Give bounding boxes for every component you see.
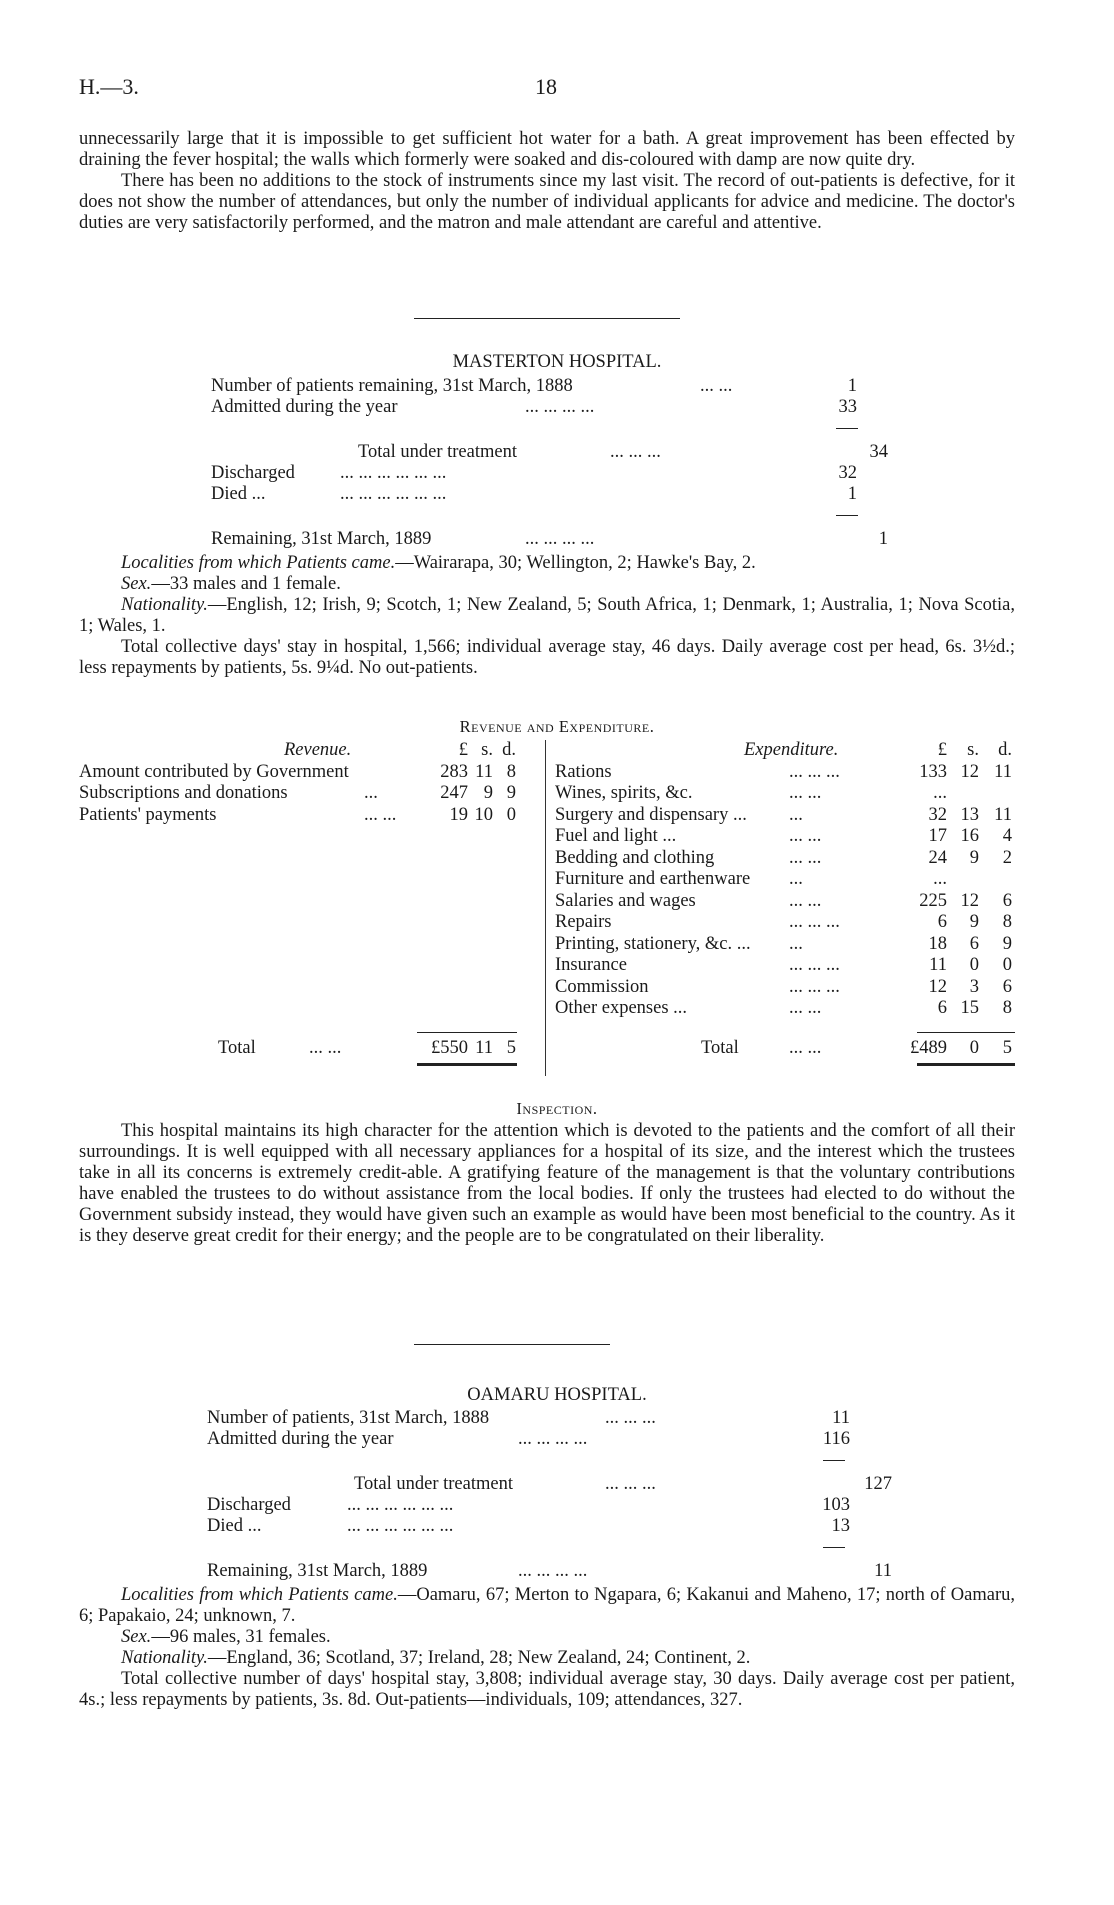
- finance-row: [79, 783, 1015, 805]
- expenditure-label: Fuel and light ...: [555, 826, 677, 846]
- stat-label: Number of patients, 31st March, 1888: [207, 1408, 490, 1428]
- localities-label: Localities from which Patients came.: [121, 553, 396, 573]
- expenditure-heading: Expenditure.: [744, 740, 839, 760]
- finance-row: [79, 826, 1015, 848]
- revenue-pounds: 19: [449, 804, 468, 825]
- revenue-total-pounds: £550: [431, 1038, 468, 1058]
- inspection-paragraph: This hospital maintains its high character for the attention which is devoted to the patients and the comfort of all their surroundings. It is well equipped with all necessary appliances for a hospital of its size, and the interest which the trustees take in all its concerns is extremely credit-able. A gratifying feature of the management is that the voluntary contributions have enabled the trustees to do without assistance from the local bodies. If only the trustees had elected to do without the Government subsidy instead, they would have given such an example as would have been most beneficial to the country. As it is they deserve great credit for their energy; and the people are to be congratulated on their liberality.: [79, 1121, 1015, 1246]
- expenditure-label: Furniture and earthenware: [555, 869, 751, 889]
- expenditure-label: Salaries and wages: [555, 890, 696, 911]
- intro-paragraph-2: There has been no additions to the stock of instruments since my last visit. The record of out-patients is defective, for it does not show the number of attendances, but only the number of individual applicants for advice and medicine. The doctor's duties are very satisfactorily performed, and the matron and male attendant are careful and attentive.: [79, 171, 1015, 233]
- stay-text: Total collective number of days' hospital stay, 3,808; individual average stay, 30 days. Daily average cost per patient, 4s.; less repayments by patients, 3s. 8d. Out-patients—individuals, 109; attendances, 327.: [79, 1669, 1015, 1710]
- expenditure-pounds: 6: [937, 912, 947, 932]
- nationality-label: Nationality.: [121, 1648, 208, 1668]
- expenditure-pounds: 17: [928, 826, 947, 846]
- nationality-text: [79, 595, 1015, 637]
- expenditure-label: Printing, stationery, &c. ...: [555, 933, 751, 954]
- expenditure-pounds: 6: [937, 998, 947, 1018]
- expenditure-pounds: 133: [919, 761, 947, 782]
- stat-value: 11: [832, 1408, 850, 1428]
- intro-paragraph-1: unnecessarily large that it is impossible to get sufficient hot water for a bath. A great improvement has been effected by draining the fever hospital; the walls which formerly were soaked and dis-coloured with damp are now quite dry.: [79, 129, 1015, 170]
- finance-row: [79, 762, 1015, 784]
- finance-title: Revenue and Expenditure.: [459, 717, 655, 736]
- stat-row: [0, 397, 1114, 418]
- stat-row: [0, 1516, 1114, 1537]
- stat-value: 13: [831, 1516, 850, 1536]
- inspection-title: Inspection.: [516, 1099, 598, 1118]
- stat-dots: ... ... ... ...: [525, 397, 595, 417]
- stat-row: [0, 1408, 1114, 1429]
- section-divider: [414, 318, 680, 319]
- stat-value: 1: [847, 484, 857, 504]
- expenditure-total-shillings: 0: [969, 1038, 979, 1058]
- expenditure-dots: ... ...: [789, 783, 822, 803]
- stat-total: 127: [864, 1474, 892, 1494]
- finance-row: [79, 998, 1015, 1020]
- expenditure-shillings: 12: [960, 890, 979, 911]
- stat-value: 1: [847, 376, 857, 396]
- revenue-shillings: 10: [474, 804, 493, 825]
- stat-dots: ... ... ...: [610, 442, 661, 462]
- revenue-pounds: 247: [440, 783, 468, 803]
- nationality-value: —England, 36; Scotland, 37; Ireland, 28; New Zealand, 24; Continent, 2.: [207, 1648, 751, 1668]
- stat-value: 32: [838, 463, 857, 483]
- oamaru-title: OAMARU HOSPITAL.: [467, 1385, 647, 1405]
- revenue-pounds: 283: [440, 761, 468, 782]
- shilling-head: s.: [967, 740, 979, 760]
- stat-value: 33: [838, 397, 857, 417]
- expenditure-dots: ...: [789, 933, 803, 954]
- stat-dots: ... ... ... ...: [525, 529, 595, 549]
- pound-head: £: [458, 740, 468, 760]
- finance-header-row: [79, 740, 1015, 762]
- intro-text: [79, 129, 1015, 234]
- stat-dots: ... ... ...: [605, 1474, 656, 1494]
- total-rule: [917, 1032, 1015, 1033]
- expenditure-shillings: 6: [969, 933, 979, 954]
- revenue-total-pence: 5: [506, 1038, 516, 1058]
- stat-row: [0, 1561, 1114, 1582]
- section-divider: [414, 1344, 610, 1345]
- expenditure-dots: ... ...: [789, 890, 822, 911]
- expenditure-pounds: ...: [933, 869, 947, 889]
- revenue-label: Amount contributed by Government: [79, 761, 349, 782]
- expenditure-dots: ... ...: [789, 826, 822, 846]
- sex-text: [79, 1627, 1015, 1648]
- expenditure-label: Repairs: [555, 912, 612, 932]
- expenditure-label: Other expenses ...: [555, 998, 688, 1018]
- stat-label: Remaining, 31st March, 1889: [211, 529, 432, 549]
- expenditure-pence: 2: [1002, 847, 1012, 868]
- finance-row: [79, 805, 1015, 827]
- expenditure-pounds: 18: [928, 933, 947, 954]
- stat-label: Number of patients remaining, 31st March, 1888: [211, 376, 573, 396]
- masterton-title: MASTERTON HOSPITAL.: [452, 352, 662, 372]
- total-double-rule: [417, 1063, 517, 1066]
- stat-row: [0, 529, 1114, 550]
- localities-label: Localities from which Patients came.: [121, 1585, 398, 1605]
- expenditure-pence: 9: [1002, 933, 1012, 954]
- revenue-shillings: 9: [483, 783, 493, 803]
- pound-head: £: [937, 740, 947, 760]
- revenue-dots: ... ...: [364, 804, 397, 825]
- total-rule: [417, 1032, 517, 1033]
- finance-table: [79, 740, 1015, 1020]
- expenditure-label: Wines, spirits, &c.: [555, 783, 693, 803]
- expenditure-total-pence: 5: [1002, 1038, 1012, 1058]
- stat-label: Remaining, 31st March, 1889: [207, 1561, 428, 1581]
- stat-dots: ... ... ... ...: [518, 1429, 588, 1449]
- expenditure-label: Commission: [555, 976, 649, 997]
- localities-value: —Wairarapa, 30; Wellington, 2; Hawke's Bay, 2.: [395, 553, 756, 573]
- expenditure-shillings: 13: [960, 804, 979, 825]
- expenditure-shillings: 3: [969, 976, 979, 997]
- expenditure-dots: ... ... ...: [789, 976, 840, 997]
- sex-text: [79, 574, 1015, 595]
- expenditure-total-pounds: £489: [910, 1038, 947, 1058]
- stat-label: Total under treatment: [354, 1474, 513, 1494]
- stat-total: 11: [874, 1561, 892, 1581]
- stat-label: Total under treatment: [358, 442, 517, 462]
- expenditure-pounds: 11: [929, 955, 947, 975]
- expenditure-pence: 8: [1002, 998, 1012, 1018]
- nationality-text: [79, 1648, 1015, 1669]
- stay-text: Total collective days' stay in hospital, 1,566; individual average stay, 46 days. Daily average cost per head, 6s. 3½d.; less repayments by patients, 5s. 9¼d. No out-patients.: [79, 637, 1015, 678]
- expenditure-dots: ...: [789, 804, 803, 825]
- report-reference: H.—3.: [79, 74, 139, 99]
- nationality-value: —English, 12; Irish, 9; Scotch, 1; New Zealand, 5; South Africa, 1; Denmark, 1; Australia, 1; Nova Scotia, 1; Wales, 1.: [79, 595, 1015, 636]
- stat-value: 116: [822, 1429, 850, 1449]
- revenue-dots: ...: [364, 783, 378, 803]
- expenditure-total-label: Total: [701, 1038, 739, 1058]
- stat-dots: ... ... ... ...: [518, 1561, 588, 1581]
- stat-row: [0, 1495, 1114, 1516]
- stat-row: [0, 1429, 1114, 1450]
- revenue-total-dots: ... ...: [309, 1038, 342, 1058]
- stat-row: [0, 463, 1114, 484]
- expenditure-pence: 11: [994, 761, 1012, 782]
- stat-row: [0, 484, 1114, 505]
- sex-label: Sex.: [121, 1627, 152, 1647]
- stat-row: [0, 442, 1114, 463]
- expenditure-pence: 4: [1002, 826, 1012, 846]
- revenue-label: Subscriptions and donations: [79, 783, 288, 803]
- expenditure-dots: ... ...: [789, 998, 822, 1018]
- stat-label: Admitted during the year: [211, 397, 398, 417]
- revenue-label: Patients' payments: [79, 804, 217, 825]
- expenditure-total-dots: ... ...: [789, 1038, 822, 1058]
- page-number: 18: [535, 74, 557, 99]
- finance-row: [79, 891, 1015, 913]
- stat-value: 103: [822, 1495, 850, 1515]
- stat-dots: ... ... ... ... ... ...: [347, 1516, 454, 1536]
- total-double-rule: [917, 1063, 1015, 1066]
- sex-value: —33 males and 1 female.: [151, 574, 341, 594]
- finance-row: [79, 869, 1015, 891]
- expenditure-shillings: 16: [960, 826, 979, 846]
- sum-rule: [836, 515, 858, 516]
- expenditure-dots: ... ... ...: [789, 912, 840, 932]
- revenue-pence: 9: [506, 783, 516, 803]
- masterton-details: [79, 553, 1015, 679]
- finance-row: [79, 934, 1015, 956]
- pence-head: d.: [998, 740, 1012, 760]
- stat-label: Died ...: [207, 1516, 262, 1536]
- expenditure-label: Rations: [555, 761, 612, 782]
- nationality-label: Nationality.: [121, 595, 208, 615]
- localities-text: [79, 553, 1015, 574]
- expenditure-dots: ... ...: [789, 847, 822, 868]
- expenditure-dots: ...: [789, 869, 803, 889]
- shilling-head: s.: [481, 740, 493, 760]
- expenditure-shillings: 12: [960, 761, 979, 782]
- localities-value: —Oamaru, 67; Merton to Ngapara, 6; Kakanui and Maheno, 17; north of Oamaru, 6; Papakaio, 24; unknown, 7.: [79, 1585, 1016, 1626]
- finance-row: [79, 912, 1015, 934]
- stat-dots: ... ...: [700, 376, 733, 396]
- expenditure-label: Surgery and dispensary ...: [555, 804, 747, 825]
- sum-rule: [823, 1547, 845, 1548]
- expenditure-pence: 6: [1002, 976, 1012, 997]
- stat-row: [0, 1474, 1114, 1495]
- expenditure-pence: 11: [994, 804, 1012, 825]
- stat-dots: ... ... ...: [605, 1408, 656, 1428]
- finance-row: [79, 848, 1015, 870]
- inspection-text: [79, 1121, 1015, 1247]
- revenue-shillings: 11: [475, 761, 493, 782]
- expenditure-pence: 6: [1002, 890, 1012, 911]
- stat-label: Died ...: [211, 484, 266, 504]
- pence-head: d.: [502, 740, 516, 760]
- totals-row: [79, 1038, 1015, 1060]
- revenue-pence: 8: [506, 761, 516, 782]
- localities-text: [79, 1585, 1015, 1627]
- expenditure-dots: ... ... ...: [789, 761, 840, 782]
- sex-label: Sex.: [121, 574, 152, 594]
- expenditure-shillings: 9: [969, 912, 979, 932]
- stat-row: [0, 376, 1114, 397]
- expenditure-label: Insurance: [555, 955, 627, 975]
- stat-total: 1: [878, 529, 888, 549]
- expenditure-shillings: 0: [969, 955, 979, 975]
- oamaru-details: [79, 1585, 1015, 1711]
- expenditure-pounds: ...: [933, 783, 947, 803]
- expenditure-pence: 8: [1002, 912, 1012, 932]
- expenditure-pounds: 225: [919, 890, 947, 911]
- expenditure-pounds: 24: [928, 847, 947, 868]
- expenditure-pounds: 32: [928, 804, 947, 825]
- finance-row: [79, 955, 1015, 977]
- expenditure-shillings: 15: [960, 998, 979, 1018]
- sum-rule: [836, 428, 858, 429]
- expenditure-shillings: 9: [969, 847, 979, 868]
- finance-row: [79, 977, 1015, 999]
- stat-total: 34: [869, 442, 888, 462]
- sex-value: —96 males, 31 females.: [151, 1627, 331, 1647]
- revenue-heading: Revenue.: [284, 740, 352, 760]
- stat-label: Discharged: [211, 463, 295, 483]
- expenditure-label: Bedding and clothing: [555, 847, 715, 868]
- finance-totals: [79, 1038, 1015, 1060]
- stat-dots: ... ... ... ... ... ...: [340, 463, 447, 483]
- revenue-pence: 0: [506, 804, 516, 825]
- revenue-total-label: Total: [218, 1038, 256, 1058]
- expenditure-pence: 0: [1002, 955, 1012, 975]
- revenue-total-shillings: 11: [475, 1038, 493, 1058]
- sum-rule: [823, 1460, 845, 1461]
- expenditure-dots: ... ... ...: [789, 955, 840, 975]
- stat-label: Admitted during the year: [207, 1429, 394, 1449]
- stat-dots: ... ... ... ... ... ...: [347, 1495, 454, 1515]
- stat-dots: ... ... ... ... ... ...: [340, 484, 447, 504]
- stat-label: Discharged: [207, 1495, 291, 1515]
- expenditure-pounds: 12: [928, 976, 947, 997]
